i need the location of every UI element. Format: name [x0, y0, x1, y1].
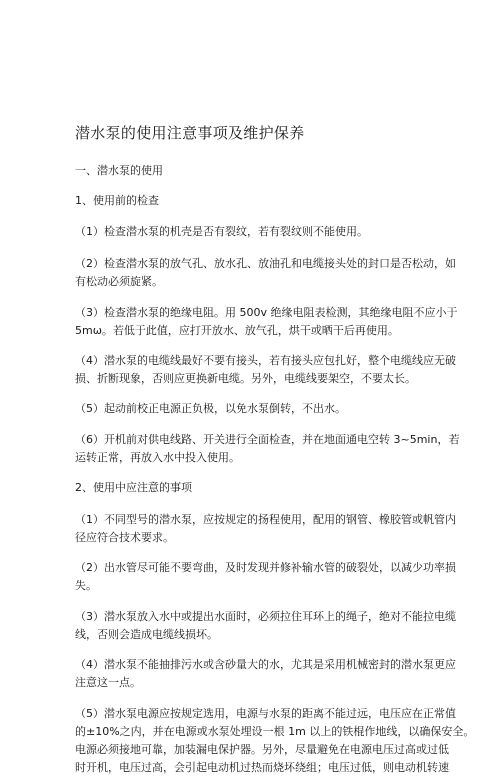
text-line: （4）潜水泵不能抽排污水或含砂量大的水，尤其是采用机械密封的潜水泵更应 [75, 658, 456, 671]
document-title: 潜水泵的使用注意事项及维护保养 [75, 124, 305, 142]
text-line: （1）检查潜水泵的机壳是否有裂纹，若有裂纹则不能使用。 [75, 225, 368, 238]
paragraph [75, 304, 458, 340]
paragraph [75, 559, 456, 595]
text-line: 注意这一点。 [75, 676, 141, 689]
paragraph [75, 656, 456, 692]
text-line: 有松动必须旋紧。 [75, 275, 163, 288]
paragraph [75, 705, 475, 777]
paragraph [75, 431, 460, 467]
text-line: 一、潜水泵的使用 [75, 164, 163, 177]
text-line: （1）不同型号的潜水泵，应按规定的扬程使用，配用的钢管、橡胶管或帆管内 [75, 513, 456, 526]
paragraph [75, 255, 456, 291]
text-line: （5）起动前校正电源正负极，以免水泵倒转，不出水。 [75, 402, 346, 415]
paragraph [75, 192, 431, 210]
paragraph [75, 479, 431, 497]
paragraph [75, 400, 431, 418]
text-line: （3）检查潜水泵的绝缘电阻。用 500v 绝缘电阻表检测，其绝缘电阻不应小于 [75, 306, 458, 319]
text-line: 径应符合技术要求。 [75, 531, 174, 544]
text-line: 运转正常，再放入水中投入使用。 [75, 451, 240, 464]
text-line: （5）潜水泵电源应按规定选用，电源与水泵的距离不能过远，电压应在正常值 [75, 707, 456, 720]
text-line: 的±10%之内，并在电源或水泵处埋设一根 1m 以上的铁棍作地线，以确保安全。 [75, 725, 475, 738]
text-line: （2）出水管尽可能不要弯曲，及时发现并修补输水管的破裂处，以减少功率损 [75, 561, 456, 574]
paragraph [75, 223, 431, 241]
document-body [75, 150, 475, 777]
text-line: 失。 [75, 579, 97, 592]
text-line: 线，否则会造成电缆线损坏。 [75, 628, 218, 641]
text-line: 电源必须接地可靠，加装漏电保护器。另外，尽量避免在电源电压过高或过低 [75, 743, 449, 756]
text-line: 时开机，电压过高，会引起电动机过热而烧坏绕组；电压过低，则电动机转速 [75, 761, 449, 774]
text-line: 1、使用前的检查 [75, 194, 159, 207]
text-line: （4）潜水泵的电缆线最好不要有接头，若有接头应包扎好，整个电缆线应无破 [75, 354, 456, 367]
paragraph [75, 162, 431, 180]
paragraph [75, 352, 456, 388]
text-line: （6）开机前对供电线路、开关进行全面检查，并在地面通电空转 3~5min，若 [75, 433, 460, 446]
text-line: 损、折断现象，否则应更换新电缆。另外，电缆线要架空，不要太长。 [75, 372, 416, 385]
text-line: 2、使用中应注意的事项 [75, 481, 192, 494]
paragraph [75, 608, 456, 644]
text-line: （2）检查潜水泵的放气孔、放水孔、放油孔和电缆接头处的封口是否松动，如 [75, 257, 456, 270]
paragraph [75, 511, 456, 547]
text-line: （3）潜水泵放入水中或提出水面时，必须拉住耳环上的绳子，绝对不能拉电缆 [75, 610, 456, 623]
text-line: 5mω。若低于此值，应打开放水、放气孔，烘干或晒干后再使用。 [75, 324, 399, 337]
